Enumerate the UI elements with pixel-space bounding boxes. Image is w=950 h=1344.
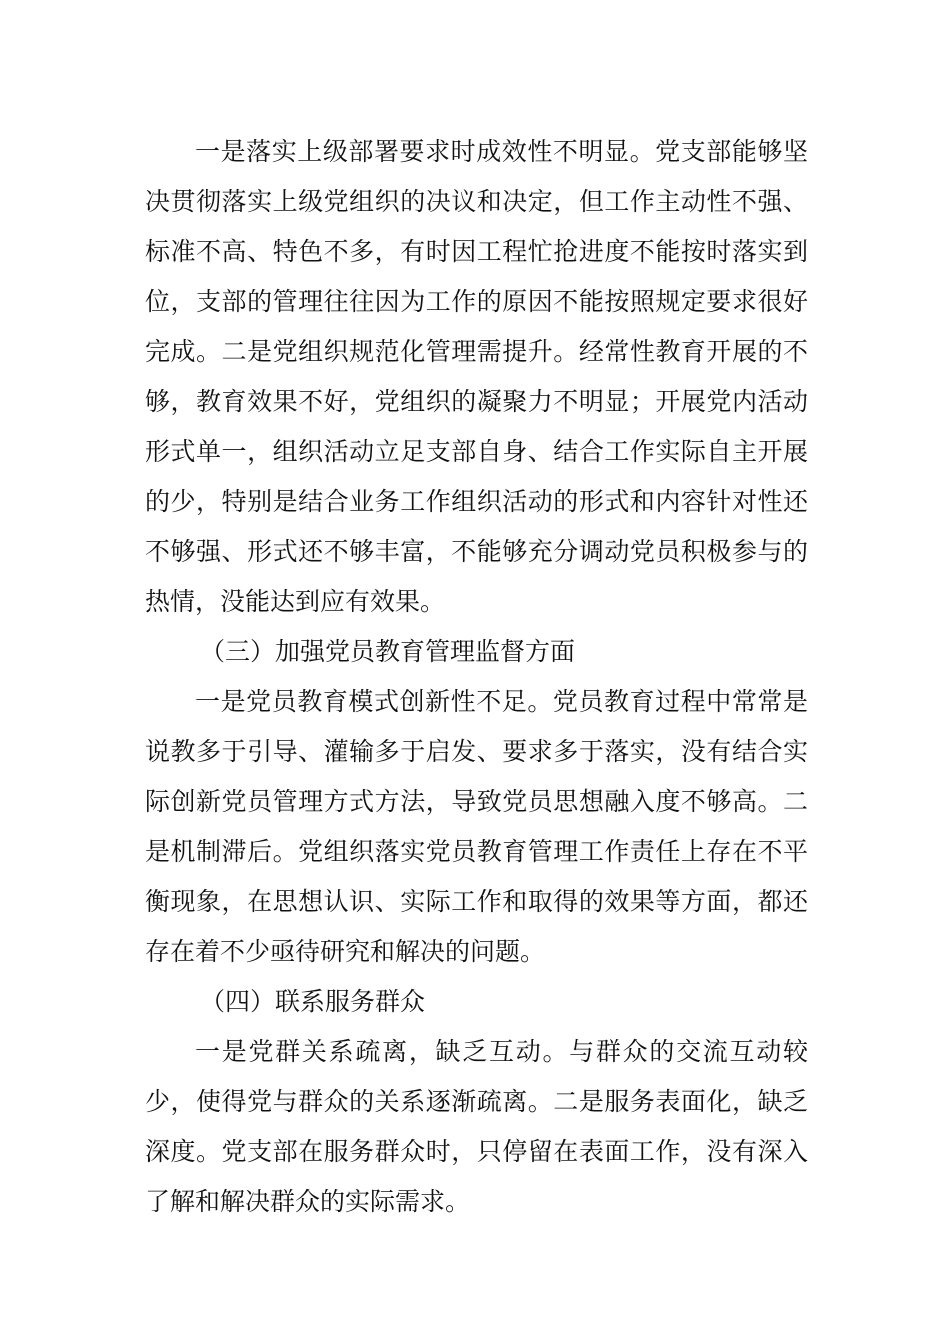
section-heading-3: （三）加强党员教育管理监督方面 — [200, 637, 576, 666]
body-paragraph-1: 一是落实上级部署要求时成效性不明显。党支部能够坚决贯彻落实上级党组织的决议和决定，但工作主动性不强、标准不高、特色不多，有时因工程忙抢进度不能按时落实到位，支部的管理往往因为工作的原因不能按照规定要求很好完成。二是党组织规范化管理需提升。经常性教育开展的不够，教育效果不好，党组织的凝聚力不明显；开展党内活动形式单一，组织活动立足支部自身、结合工作实际自主开展的少，特别是结合业务工作组织活动的形式和内容针对性还不够强、形式还不够丰富，不能够充分调动党员积极参与的热情，没能达到应有效果。 — [145, 137, 808, 616]
body-paragraph-2: 一是党员教育模式创新性不足。党员教育过程中常常是说教多于引导、灌输多于启发、要求多于落实，没有结合实际创新党员管理方式方法，导致党员思想融入度不够高。二是机制滞后。党组织落实党员教育管理工作责任上存在不平衡现象，在思想认识、实际工作和取得的效果等方面，都还存在着不少亟待研究和解决的问题。 — [145, 687, 808, 966]
body-paragraph-3: 一是党群关系疏离，缺乏互动。与群众的交流互动较少，使得党与群众的关系逐渐疏离。二是服务表面化，缺乏深度。党支部在服务群众时，只停留在表面工作，没有深入了解和解决群众的实际需求。 — [145, 1037, 808, 1216]
section-heading-4: （四）联系服务群众 — [200, 987, 426, 1016]
document-body — [145, 127, 808, 1227]
